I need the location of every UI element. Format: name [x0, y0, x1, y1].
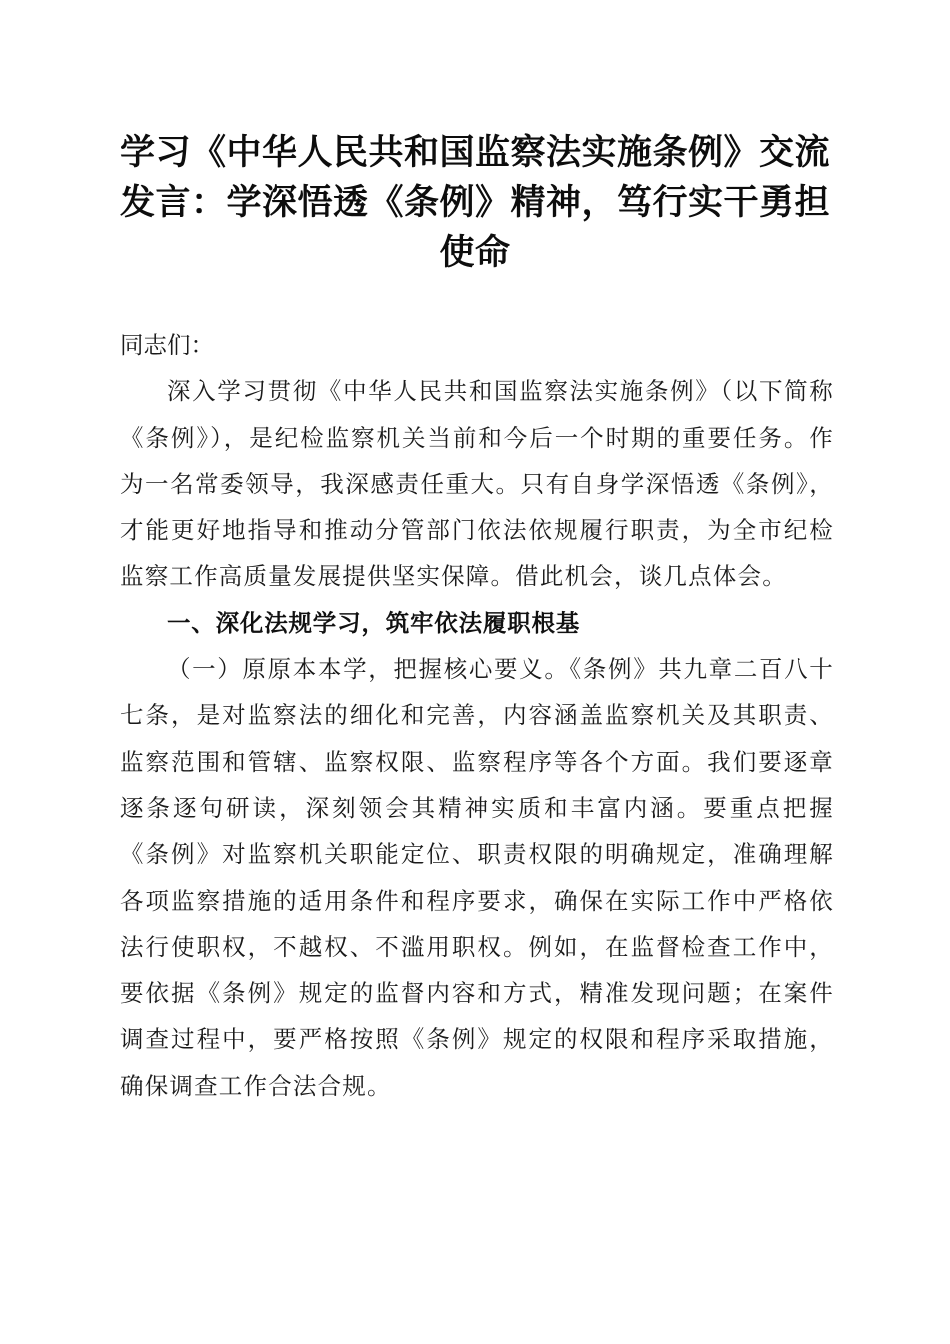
title-line-2: 发言：学深悟透《条例》精神，笃行实干勇担: [119, 183, 830, 223]
subsection-one-paragraph: [120, 646, 834, 1109]
intro-paragraph: 深入学习贯彻《中华人民共和国监察法实施条例》（以下简称《条例》），是纪检监察机关当前和今后一个时期的重要任务。作为一名常委领导，我深感责任重大。只有自身学深悟透《条例》，才能更好地指导和推动分管部门依法依规履行职责，为全市纪检监察工作高质量发展提供坚实保障。借此机会，谈几点体会。: [120, 377, 834, 591]
document-title: [118, 128, 832, 278]
title-line-3: 使命: [439, 233, 511, 273]
subsection-one-lead: （一）原原本本学，把握核心要义。: [167, 655, 570, 684]
section-one-heading: 一、深化法规学习，筑牢依法履职根基: [167, 608, 581, 637]
title-line-1: 学习《中华人民共和国监察法实施条例》交流: [119, 133, 830, 173]
greeting: 同志们：: [120, 331, 214, 359]
document-body: [120, 322, 834, 1109]
subsection-one-text: 《条例》共九章二百八十七条，是对监察法的细化和完善，内容涵盖监察机关及其职责、监察范围和管辖、监察权限、监察程序等各个方面。我们要逐章逐条逐句研读，深刻领会其精神实质和丰富内涵。要重点把握《条例》对监察机关职能定位、职责权限的明确规定，准确理解各项监察措施的适用条件和程序要求，确保在实际工作中严格依法行使职权，不越权、不滥用职权。例如，在监督检查工作中，要依据《条例》规定的监督内容和方式，精准发现问题；在案件调查过程中，要严格按照《条例》规定的权限和程序采取措施，确保调查工作合法合规。: [120, 655, 835, 1100]
